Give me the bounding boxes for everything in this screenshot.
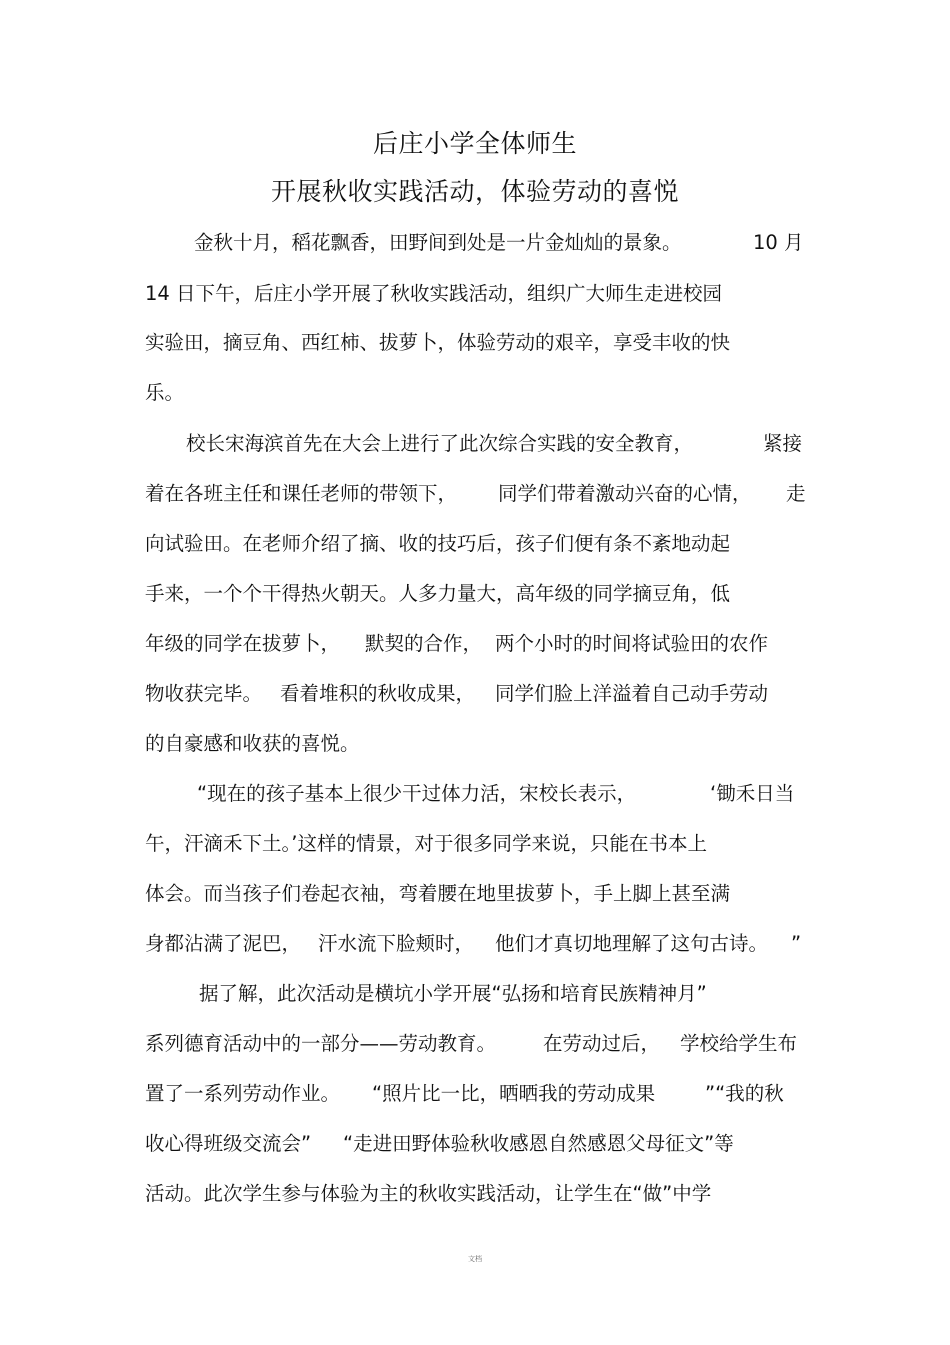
text-line: 物收获完毕。 — [145, 682, 263, 705]
text-line: 着在各班主任和课任老师的带领下， — [145, 482, 458, 505]
text-line: ” — [791, 932, 802, 955]
text-line: 10 月 — [753, 231, 804, 254]
text-line: 向试验田。在老师介绍了摘、收的技巧后，孩子们便有条不紊地动起 — [145, 532, 731, 555]
document-subtitle: 开展秋收实践活动，体验劳动的喜悦 — [270, 177, 679, 206]
text-line: 午，汗滴禾下土。’这样的情景，对于很多同学来说，只能在书本上 — [145, 832, 707, 855]
text-line: 学校给学生布 — [680, 1032, 798, 1055]
text-line: 收心得班级交流会” — [145, 1132, 312, 1155]
text-line: 金秋十月，稻花飘香，田野间到处是一片金灿灿的景象。 — [194, 231, 682, 254]
text-line: 实验田，摘豆角、西红柿、拔萝卜，体验劳动的艰辛，享受丰收的快 — [145, 331, 731, 354]
text-line: 看着堆积的秋收成果， — [280, 682, 476, 705]
text-line: 系列德育活动中的一部分——劳动教育。 — [145, 1032, 497, 1055]
page-footer: 文档 — [468, 1255, 482, 1263]
text-line: 汗水流下脸颊时， — [318, 932, 475, 955]
text-line: “走进田野体验秋收感恩自然感恩父母征文”等 — [343, 1132, 734, 1155]
text-line: 紧接 — [763, 432, 803, 455]
text-line: 据了解，此次活动是横坑小学开展“弘扬和培育民族精神月” — [199, 982, 707, 1005]
text-line: 校长宋海滨首先在大会上进行了此次综合实践的安全教育， — [186, 432, 694, 455]
text-line: 乐。 — [145, 381, 185, 404]
text-line: 默契的合作， — [365, 632, 483, 655]
document-title: 后庄小学全体师生 — [372, 129, 577, 158]
text-line: 走 — [786, 482, 806, 505]
text-line: 同学们脸上洋溢着自己动手劳动 — [495, 682, 769, 705]
text-line: 14 日下午，后庄小学开展了秋收实践活动，组织广大师生走进校园 — [145, 282, 723, 305]
text-line: 手来，一个个干得热火朝天。人多力量大，高年级的同学摘豆角，低 — [145, 582, 731, 605]
text-line: “照片比一比，晒晒我的劳动成果 — [372, 1082, 656, 1105]
text-line: 活动。此次学生参与体验为主的秋收实践活动，让学生在“做”中学 — [145, 1182, 712, 1205]
text-line: “现在的孩子基本上很少干过体力活，宋校长表示， — [197, 782, 637, 805]
text-line: 的自豪感和收获的喜悦。 — [145, 732, 360, 755]
text-line: 在劳动过后， — [543, 1032, 661, 1055]
text-line: 同学们带着激动兴奋的心情， — [498, 482, 752, 505]
text-line: ‘锄禾日当 — [710, 782, 795, 805]
text-line: 身都沾满了泥巴， — [145, 932, 302, 955]
text-line: 他们才真切地理解了这句古诗。 — [495, 932, 769, 955]
text-line: ”“我的秋 — [705, 1082, 784, 1105]
text-line: 置了一系列劳动作业。 — [145, 1082, 341, 1105]
text-line: 年级的同学在拔萝卜， — [145, 632, 341, 655]
text-line: 两个小时的时间将试验田的农作 — [495, 632, 769, 655]
text-line: 体会。而当孩子们卷起衣袖，弯着腰在地里拔萝卜，手上脚上甚至满 — [145, 882, 731, 905]
